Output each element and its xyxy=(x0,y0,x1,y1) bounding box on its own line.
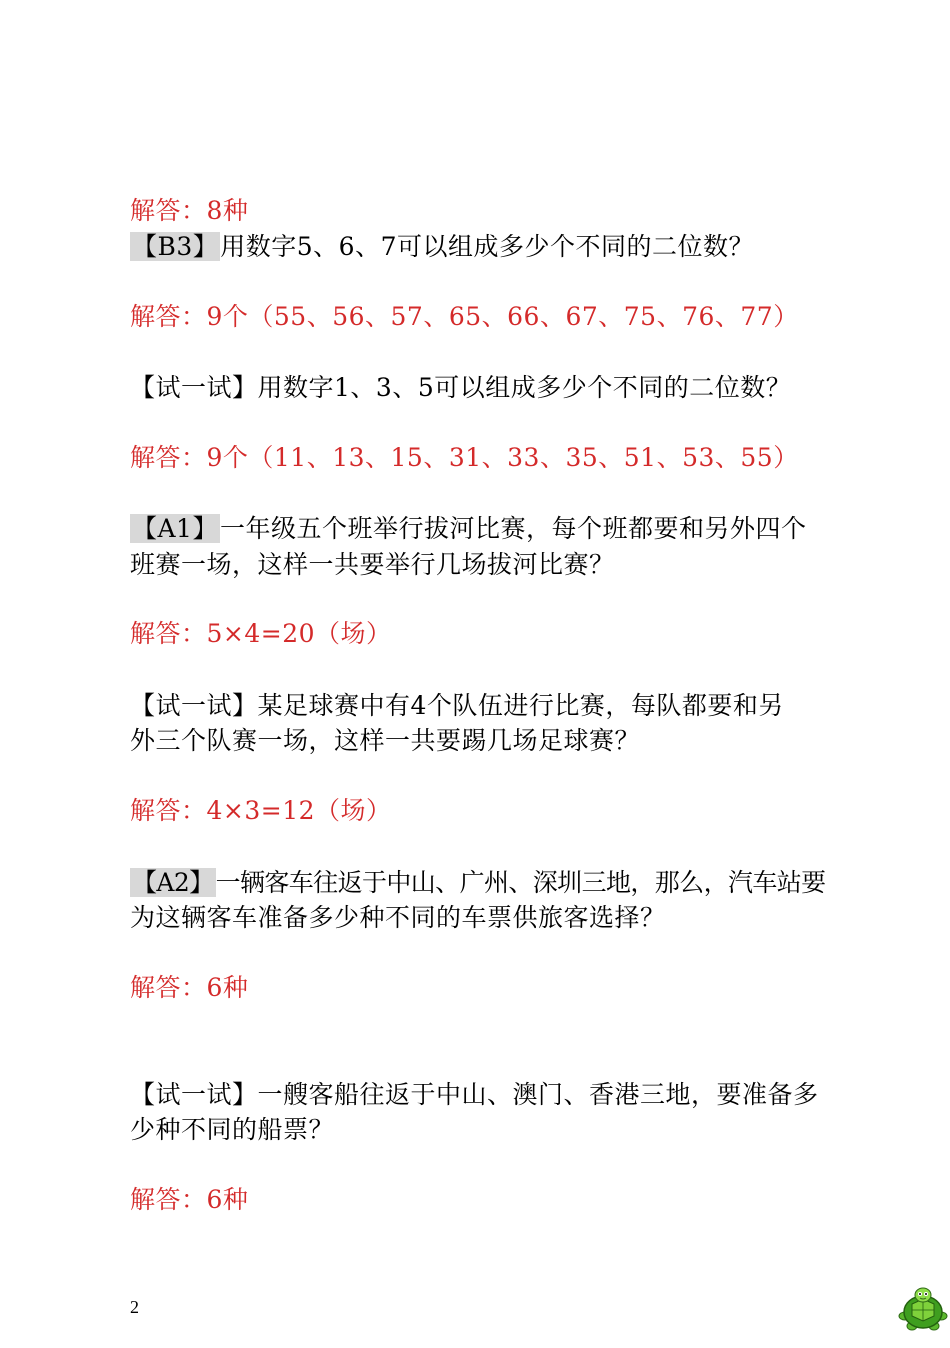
question-line xyxy=(130,1078,819,1112)
question-line: 少种不同的船票？ xyxy=(130,1115,335,1144)
answer-line: 解答：4×3=12（场） xyxy=(130,796,392,825)
question-text: 某足球赛中有4个队伍进行比赛，每队都要和另 xyxy=(257,691,784,720)
question-tag: 【A2】 xyxy=(132,868,214,897)
question-tag: 【A1】 xyxy=(132,514,218,543)
question-line xyxy=(130,512,806,546)
answer-line: 解答：9个（11、13、15、31、33、35、51、53、55） xyxy=(130,443,799,472)
question-text: 用数字5、6、7可以组成多少个不同的二位数？ xyxy=(220,232,755,261)
answer-line: 解答：9个（55、56、57、65、66、67、75、76、77） xyxy=(130,302,799,331)
question-line: 班赛一场，这样一共要举行几场拔河比赛？ xyxy=(130,550,615,579)
question-line: 外三个队赛一场，这样一共要踢几场足球赛？ xyxy=(130,726,641,755)
question-text: 一艘客船往返于中山、澳门、香港三地，要准备多 xyxy=(257,1080,819,1109)
question-line xyxy=(130,689,784,723)
question-text: 一辆客车往返于中山、广州、深圳三地，那么，汽车站要 xyxy=(215,868,826,897)
page-number: 2 xyxy=(130,1297,139,1317)
answer-line: 解答：5×4=20（场） xyxy=(130,619,392,648)
question-text: 一年级五个班举行拔河比赛，每个班都要和另外四个 xyxy=(219,514,807,543)
question-line: 为这辆客车准备多少种不同的车票供旅客选择？ xyxy=(130,903,666,932)
turtle-icon xyxy=(898,1286,948,1332)
answer-line: 解答：8种 xyxy=(130,196,249,225)
answer-line: 解答：6种 xyxy=(130,1185,249,1214)
question-text: 用数字1、3、5可以组成多少个不同的二位数？ xyxy=(257,373,792,402)
question-line xyxy=(130,371,791,405)
question-tag: 【试一试】 xyxy=(130,373,258,402)
answer-line: 解答：6种 xyxy=(130,973,249,1002)
question-tag: 【B3】 xyxy=(132,232,219,261)
question-tag: 【试一试】 xyxy=(130,691,258,720)
question-line xyxy=(130,230,754,264)
question-line xyxy=(130,866,826,900)
question-tag: 【试一试】 xyxy=(130,1080,258,1109)
